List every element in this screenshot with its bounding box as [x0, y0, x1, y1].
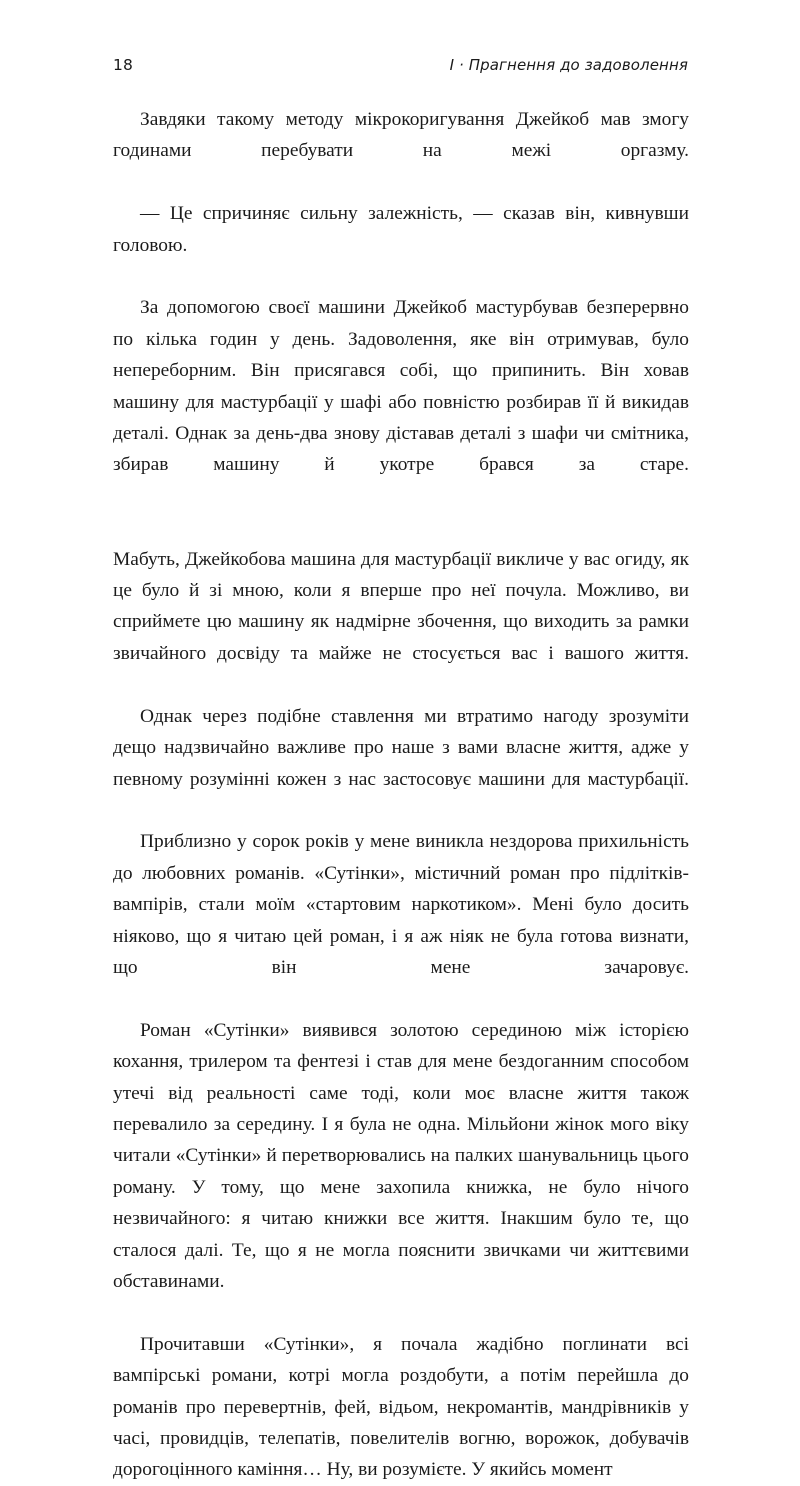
body-text [113, 104, 689, 1486]
running-title: I · Прагнення до задоволення [449, 56, 688, 74]
paragraph: Роман «Сутінки» виявився золотою серединою між історією кохання, трилером та фентезі і став для мене бездоганним способом утечі від реальності саме тоді, коли моє власне життя також перевалило за середину. І я була не одна. Мільйони жінок мого віку читали «Сутінки» й перетворювались на палких шанувальниць цього роману. У тому, що мене захопила книжка, не було нічого незвичайного: я читаю книжки все життя. Інакшим було те, що сталося далі. Те, що я не могла пояснити звичками чи життєвими обставинами. [113, 1019, 689, 1293]
paragraph-continued: Прочитавши «Сутінки», я почала жадібно поглинати всі вампірські романи, котрі могла роздобути, а потім перейшла до романів про перевертнів, фей, відьом, некромантів, мандрівників у часі, провидців, телепатів, повелителів вогню, ворожок, добувачів дорогоцінного каміння… Ну, ви розумієте. У якийсь момент [113, 1333, 689, 1481]
paragraph: Однак через подібне ставлення ми втратимо нагоду зрозуміти дещо надзвичайно важливе про наше з вами власне життя, адже у певному розумінні кожен з нас застосовує машини для мастурбації. [113, 705, 689, 790]
running-header [113, 58, 688, 74]
paragraph: Приблизно у сорок років у мене виникла нездорова прихильність до любовних романів. «Сутінки», містичний роман про підлітків-вампірів, стали моїм «стартовим наркотиком». Мені було досить ніяково, що я читаю цей роман, і я аж ніяк не була готова визнати, що він мене зачаровує. [113, 831, 689, 978]
paragraph: За допомогою своєї машини Джейкоб мастурбував безперервно по кілька годин у день. Задоволення, яке він отримував, було непереборним. Він присягався собі, що припинить. Він ховав машину для мастурбації у шафі або повністю розбирав її й викидав деталі. Однак за день-два знову діставав деталі з шафи чи смітника, збирав машину й укотре брався за старе. [113, 297, 689, 476]
paragraph-after-section-break: Мабуть, Джейкобова машина для мастурбації викличе у вас огиду, як це було й зі мною, коли я вперше про неї почула. Можливо, ви сприймете цю машину як надмірне збочення, що виходить за рамки звичайного досвіду та майже не стосується вас і вашого життя. [113, 548, 689, 664]
page-number: 18 [113, 56, 134, 74]
paragraph-dialogue: — Це спричиняє сильну залежність, — сказав він, кивнувши головою. [113, 203, 689, 256]
paragraph: Завдяки такому методу мікрокоригування Джейкоб мав змогу годинами перебувати на межі оргазму. [113, 109, 689, 162]
